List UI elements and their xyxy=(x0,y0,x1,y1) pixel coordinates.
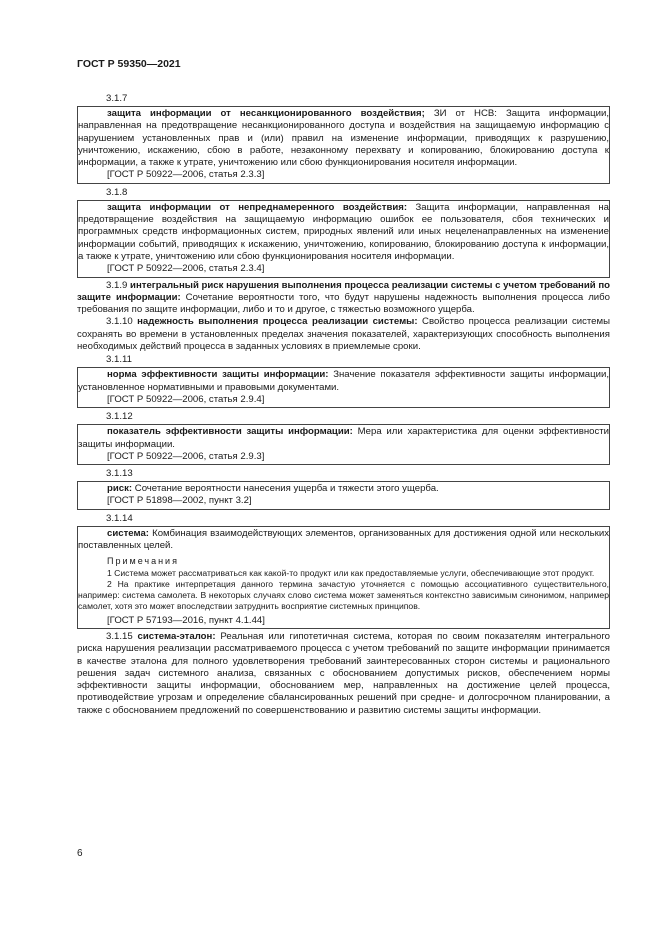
entry-number: 3.1.12 xyxy=(106,411,133,423)
paragraph-3-1-9 xyxy=(77,280,610,317)
note-1: 1 Система может рассматриваться как какой-то продукт или как предоставляемые услуги, обеспечивающие этот продукт. xyxy=(107,567,595,578)
definition-text: Сочетание вероятности нанесения ущерба и тяжести этого ущерба. xyxy=(132,483,439,495)
definition-text: Значение показателя эффективности защиты информации, установленное нормативными и правовыми документами. xyxy=(78,369,610,393)
definition xyxy=(78,108,609,169)
term-box-3-1-13 xyxy=(77,481,610,510)
term-box-3-1-14 xyxy=(77,526,610,629)
term-box-3-1-7 xyxy=(77,106,610,184)
entry-number: 3.1.7 xyxy=(106,93,128,104)
definition-text: Комбинация взаимодействующих элементов, организованных для достижения одной или нескольких поставленных целей. xyxy=(78,527,609,552)
term: защита информации от несанкционированного воздействия; xyxy=(107,108,425,119)
entry-number: 3.1.11 xyxy=(106,354,132,366)
document-header: ГОСТ Р 59350—2021 xyxy=(77,58,181,70)
para-number: 3.1.10 xyxy=(106,316,138,328)
page-number: 6 xyxy=(77,848,83,859)
definition xyxy=(78,426,609,451)
source-reference: [ГОСТ Р 50922—2006, статья 2.9.3] xyxy=(107,450,265,462)
notes-heading: Примечания xyxy=(107,556,179,567)
term-box-3-1-11 xyxy=(77,367,610,408)
definition-text: Сочетание вероятности того, что будут нарушены надежность выполнения процесса либо требования по защите информации, либо и то и другое, с тяжестью возможного ущерба. xyxy=(77,291,610,316)
definition-text: Реальная или гипотетичная система, которая по своим показателям интегрального риска нарушения реализации рассматриваемого процесса с учетом требований по защите информации принимается в качестве эталона для полного удовлетворения требований заинтересованных сторон системы и рационального решения задач системного анализа, связанных с обоснованием допустимых рисков, обеспечением нормы эффективности защиты информации, обоснованием мер, направленных на достижение целей процесса, противодействие угрозам и определение сбалансированных решений при средне- и долгосрочном планировании, а также с обоснованием предложений по совершенствованию и развитию системы защиты информации. xyxy=(77,630,610,716)
term: надежность выполнения процесса реализации системы: xyxy=(137,316,418,328)
term: показатель эффективности защиты информации: xyxy=(107,426,353,438)
entry-number: 3.1.8 xyxy=(106,186,128,198)
definition-text: ЗИ от НСВ: Защита информации, направленная на предотвращение несанкционированного доступа и воздействия на защищаемую информацию с нарушением установленных прав и (или) правил на изменение информации, приводящих к разрушению, уничтожению, искажению, сбою в работе, незаконному перехвату и копированию, блокированию доступа к информации, а также к утрате, уничтожению или сбою функционирования носителя информации. xyxy=(78,108,609,169)
term: норма эффективности защиты информации: xyxy=(107,369,329,381)
definition xyxy=(78,528,609,553)
para-number: 3.1.9 xyxy=(106,279,131,291)
term: система-эталон: xyxy=(137,630,216,642)
para-number: 3.1.15 xyxy=(106,630,138,642)
page-content xyxy=(77,92,610,717)
definition xyxy=(78,483,609,495)
definition-text: Защита информации, направленная на предотвращение воздействия на защищаемую информацию ошибок ее пользователя, сбоя технических и программных средств информационных систем, природных явлений или иных нецеленаправленных на изменение информации событий, приводящих к искажению, уничтожению, копированию, блокированию доступа к информации, а также к утрате, уничтожению или сбою функционирования носителя информации. xyxy=(78,201,609,262)
term-box-3-1-12 xyxy=(77,424,610,465)
term: защита информации от непреднамеренного воздействия: xyxy=(107,201,408,213)
term: риск: xyxy=(107,483,133,495)
source-reference: [ГОСТ Р 57193—2016, пункт 4.1.44] xyxy=(107,614,265,626)
definition xyxy=(78,202,609,263)
source-reference: [ГОСТ Р 50922—2006, статья 2.3.3] xyxy=(107,169,265,181)
definition xyxy=(78,369,609,394)
paragraph-3-1-10 xyxy=(77,316,610,353)
term: система: xyxy=(107,527,149,539)
term-box-3-1-8 xyxy=(77,200,610,278)
note-2: 2 На практике интерпретация данного термина зачастую уточняется с помощью ассоциативного существительного, например: система самолета. В некоторых случаях слово система может заменяться контекстно зависимым синонимом, например самолет, хотя это может впоследствии затруднить восприятие системных принципов. xyxy=(78,578,609,611)
source-reference: [ГОСТ Р 50922—2006, статья 2.9.4] xyxy=(107,393,265,405)
entry-number: 3.1.14 xyxy=(106,512,133,524)
term: интегральный риск нарушения выполнения процесса реализации системы с учетом требований по защите информации: xyxy=(77,279,610,303)
source-reference: [ГОСТ Р 50922—2006, статья 2.3.4] xyxy=(107,263,265,275)
paragraph-3-1-15 xyxy=(77,631,610,717)
definition-text: Свойство процесса реализации системы сохранять во времени в установленных пределах значения показателей, характеризующих способность выполнения необходимых действий процесса в заданных условиях в приемлемые сроки. xyxy=(77,316,611,353)
entry-number: 3.1.13 xyxy=(106,468,133,480)
definition-text: Мера или характеристика для оценки эффективности защиты информации. xyxy=(78,426,610,450)
source-reference: [ГОСТ Р 51898—2002, пункт 3.2] xyxy=(107,495,252,507)
